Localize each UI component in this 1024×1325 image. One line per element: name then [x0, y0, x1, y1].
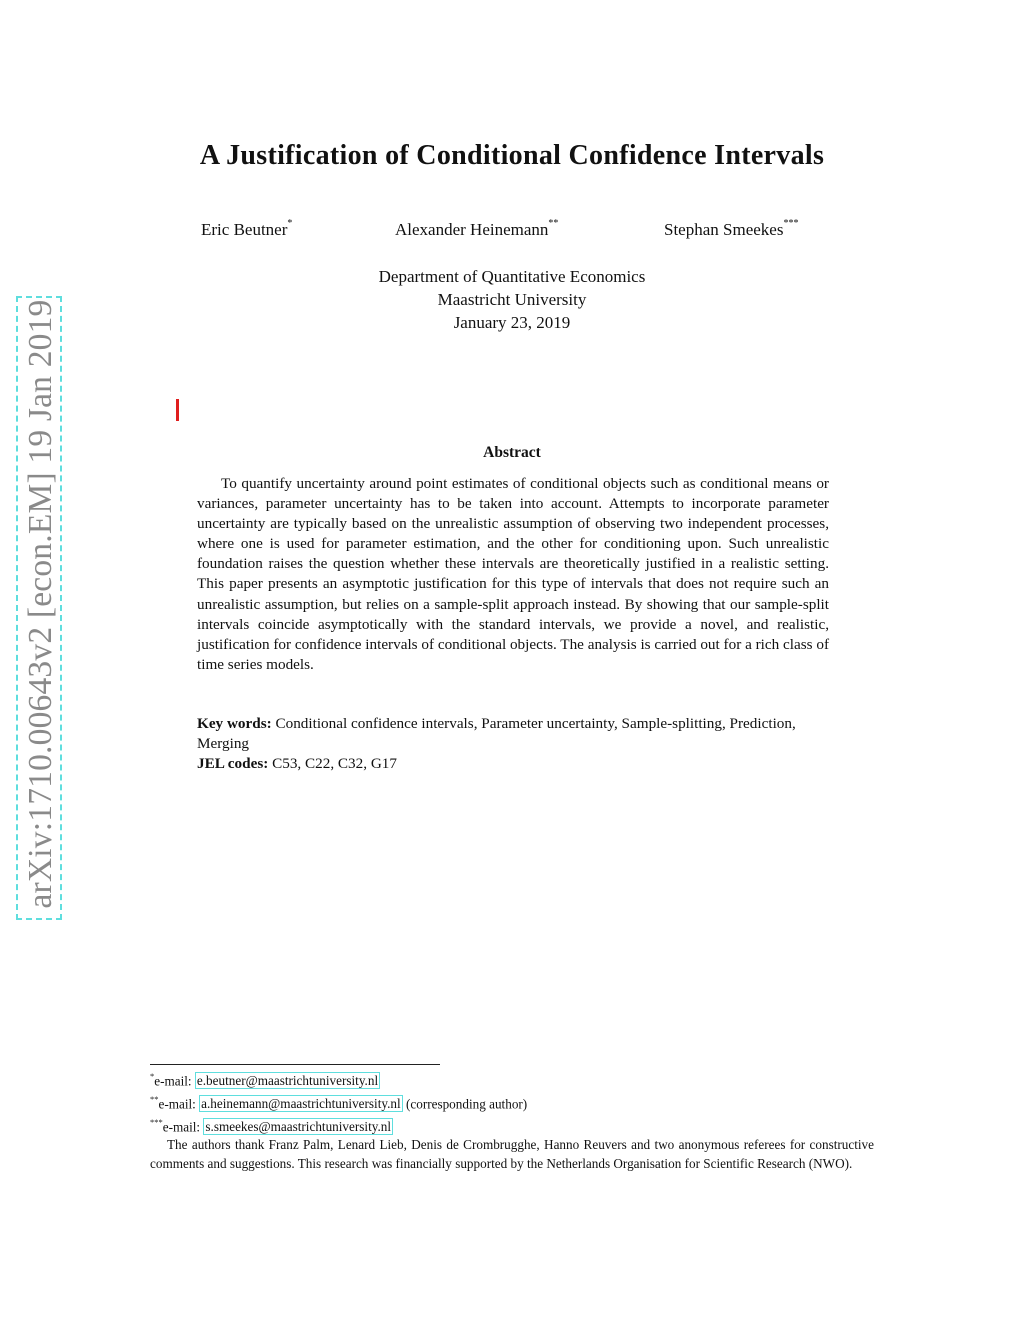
footnote-suffix: (corresponding author) [402, 1096, 528, 1112]
footnote-prefix: e-mail: [158, 1096, 200, 1112]
footnote-prefix: e-mail: [162, 1118, 204, 1134]
jel-text: C53, C22, C32, G17 [272, 755, 397, 772]
author-name: Stephan Smeekes [664, 220, 784, 239]
footnote-2 [150, 1091, 874, 1114]
author-footnote-mark[interactable]: * [287, 218, 293, 230]
date: January 23, 2019 [453, 313, 571, 332]
author-name: Alexander Heinemann [395, 220, 549, 239]
keywords-line [197, 714, 829, 754]
footnote-3 [150, 1114, 874, 1137]
footnotes [150, 1068, 874, 1173]
keywords-block [197, 714, 829, 774]
footnote-rule [150, 1064, 440, 1065]
abstract-heading: Abstract [483, 444, 541, 461]
author-1 [201, 220, 292, 240]
author-3 [664, 220, 798, 240]
author-name: Eric Beutner [201, 220, 288, 239]
paper-title: A Justification of Conditional Confidence Intervals [199, 140, 825, 171]
author-footnote-mark[interactable]: *** [783, 218, 799, 230]
arxiv-identifier[interactable]: arXiv:1710.00643v2 [econ.EM] 19 Jan 2019 [22, 299, 59, 909]
author-2 [395, 220, 558, 240]
red-cursor-mark [176, 399, 179, 421]
jel-label: JEL codes: [197, 755, 269, 772]
author-footnote-mark[interactable]: ** [548, 218, 559, 230]
email-link-beutner[interactable]: e.beutner@maastrichtuniversity.nl [196, 1073, 379, 1089]
department: Department of Quantitative Economics [378, 267, 646, 286]
footnote-mark: ** [150, 1093, 159, 1104]
keywords-text: Conditional confidence intervals, Parameter uncertainty, Sample-splitting, Prediction, Merging [197, 715, 796, 752]
abstract-body: To quantify uncertainty around point estimates of conditional objects such as conditional means or variances, parameter uncertainty has to be taken into account. Attempts to incorporate parameter uncertainty are typically based on the unrealistic assumption of observing two independent processes, where one is used for parameter estimation, and the other for conditioning upon. Such unrealistic foundation raises the question whether these intervals are theoretically justified in a realistic setting. This paper presents an asymptotic justification for this type of intervals that does not require such an unrealistic assumption, but relies on a sample-split approach instead. By showing that our sample-split intervals coincide asymptotically with the standard intervals, we provide a novel, and realistic, justification for confidence intervals of conditional objects. The analysis is carried out for a rich class of time series models. [197, 475, 829, 673]
footnote-1 [150, 1068, 874, 1091]
jel-line [197, 754, 829, 774]
acknowledgements: The authors thank Franz Palm, Lenard Lieb, Denis de Crombrugghe, Hanno Reuvers and two anonymous referees for constructive comments and suggestions. This research was financially supported by the Netherlands Organisation for Scientific Research (NWO). [150, 1137, 874, 1171]
footnote-prefix: e-mail: [154, 1073, 195, 1089]
footnote-mark: *** [150, 1116, 163, 1127]
email-link-smeekes[interactable]: s.smeekes@maastrichtuniversity.nl [205, 1118, 392, 1134]
university: Maastricht University [437, 290, 587, 309]
footnote-mark: * [150, 1071, 155, 1081]
keywords-label: Key words: [197, 715, 272, 732]
email-link-heinemann[interactable]: a.heinemann@maastrichtuniversity.nl [201, 1096, 401, 1112]
